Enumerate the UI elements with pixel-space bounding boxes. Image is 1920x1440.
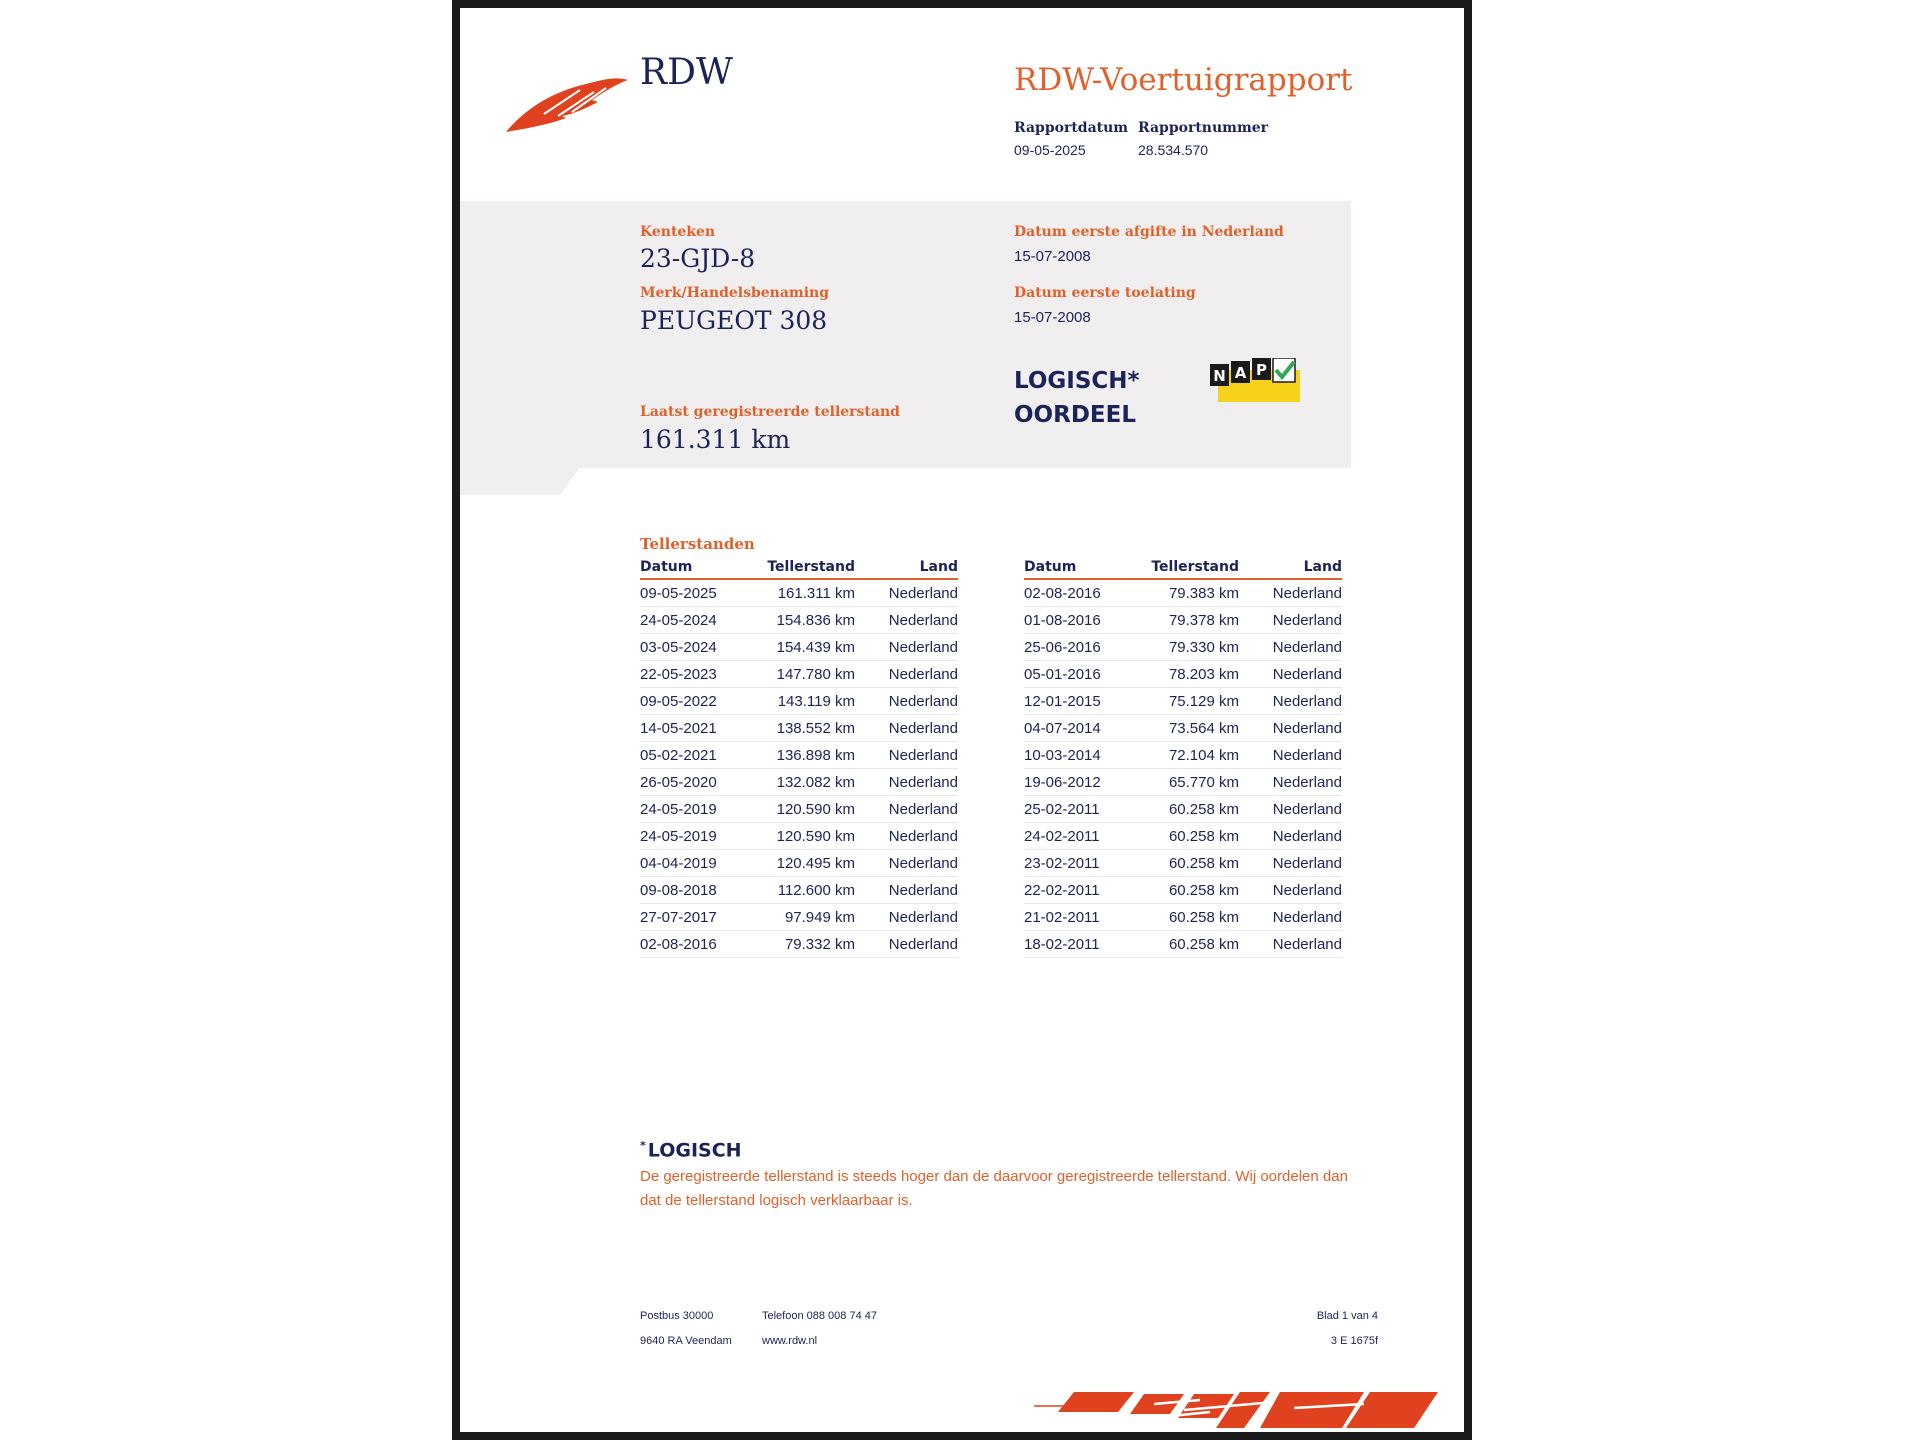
frame-bottom (452, 1432, 1472, 1440)
cell-tellerstand: 75.129 km (1134, 688, 1239, 715)
verdict-line1: LOGISCH* (1014, 368, 1140, 394)
cell-land: Nederland (1239, 769, 1342, 796)
table-row (640, 634, 958, 661)
table-row (1024, 579, 1342, 607)
cell-tellerstand: 147.780 km (750, 661, 855, 688)
cell-land: Nederland (855, 877, 958, 904)
table-row (640, 579, 958, 607)
cell-land: Nederland (855, 904, 958, 931)
cell-tellerstand: 79.383 km (1134, 579, 1239, 607)
cell-land: Nederland (855, 769, 958, 796)
cell-tellerstand: 138.552 km (750, 715, 855, 742)
cell-land: Nederland (1239, 877, 1342, 904)
cell-datum: 23-02-2011 (1024, 850, 1134, 877)
cell-tellerstand: 78.203 km (1134, 661, 1239, 688)
cell-datum: 27-07-2017 (640, 904, 750, 931)
verdict-line2: OORDEEL (1014, 402, 1136, 428)
kenteken-value: 23-GJD-8 (640, 244, 756, 273)
footer-telefoon: Telefoon 088 008 74 47 (762, 1310, 877, 1322)
cell-land: Nederland (1239, 661, 1342, 688)
cell-land: Nederland (1239, 850, 1342, 877)
cell-land: Nederland (1239, 823, 1342, 850)
cell-datum: 03-05-2024 (640, 634, 750, 661)
table-row (640, 769, 958, 796)
table-row (640, 715, 958, 742)
cell-datum: 19-06-2012 (1024, 769, 1134, 796)
cell-land: Nederland (855, 742, 958, 769)
cell-datum: 25-06-2016 (1024, 634, 1134, 661)
rapportnummer-label: Rapportnummer (1138, 120, 1269, 136)
tellerstanden-table-left (640, 558, 958, 958)
table-row (640, 850, 958, 877)
cell-land: Nederland (1239, 904, 1342, 931)
cell-datum: 04-07-2014 (1024, 715, 1134, 742)
report-title: RDW-Voertuigrapport (1014, 62, 1353, 98)
cell-datum: 01-08-2016 (1024, 607, 1134, 634)
rdw-feather-logo-icon (506, 70, 628, 134)
cell-tellerstand: 79.332 km (750, 931, 855, 958)
table-row (1024, 661, 1342, 688)
cell-tellerstand: 97.949 km (750, 904, 855, 931)
table-row (640, 904, 958, 931)
brand-name: RDW (640, 52, 733, 93)
footer-plaats: 9640 RA Veendam (640, 1335, 732, 1347)
table-row (640, 796, 958, 823)
footer-postbus: Postbus 30000 (640, 1310, 714, 1322)
cell-land: Nederland (1239, 579, 1342, 607)
cell-land: Nederland (855, 715, 958, 742)
table-row (1024, 850, 1342, 877)
cell-tellerstand: 60.258 km (1134, 823, 1239, 850)
cell-tellerstand: 60.258 km (1134, 904, 1239, 931)
cell-land: Nederland (855, 579, 958, 607)
cell-tellerstand: 120.495 km (750, 850, 855, 877)
cell-datum: 10-03-2014 (1024, 742, 1134, 769)
afgifte-label: Datum eerste afgifte in Nederland (1014, 224, 1284, 240)
nap-letter-a: A (1234, 364, 1247, 382)
table-row (1024, 796, 1342, 823)
table-row (640, 823, 958, 850)
table-row (1024, 607, 1342, 634)
cell-land: Nederland (1239, 634, 1342, 661)
cell-land: Nederland (855, 931, 958, 958)
cell-datum: 24-05-2024 (640, 607, 750, 634)
cell-land: Nederland (855, 850, 958, 877)
cell-tellerstand: 60.258 km (1134, 796, 1239, 823)
cell-datum: 24-05-2019 (640, 796, 750, 823)
cell-tellerstand: 132.082 km (750, 769, 855, 796)
table-row (1024, 715, 1342, 742)
table-row (640, 688, 958, 715)
table-row (1024, 634, 1342, 661)
cell-tellerstand: 120.590 km (750, 796, 855, 823)
table-row (640, 931, 958, 958)
cell-land: Nederland (1239, 742, 1342, 769)
panel-lip (460, 467, 580, 495)
cell-tellerstand: 120.590 km (750, 823, 855, 850)
cell-datum: 26-05-2020 (640, 769, 750, 796)
table-row (1024, 742, 1342, 769)
cell-tellerstand: 112.600 km (750, 877, 855, 904)
toelating-value: 15-07-2008 (1014, 309, 1091, 326)
col-land: Land (1239, 558, 1342, 579)
cell-datum: 05-01-2016 (1024, 661, 1134, 688)
afgifte-value: 15-07-2008 (1014, 248, 1091, 265)
frame-right (1464, 0, 1472, 1440)
teller-value: 161.311 km (640, 425, 791, 454)
tellerstanden-table-right (1024, 558, 1342, 958)
rapportnummer-value: 28.534.570 (1138, 142, 1209, 158)
table-row (1024, 931, 1342, 958)
merk-value: PEUGEOT 308 (640, 306, 828, 335)
rapportdatum-value: 09-05-2025 (1014, 142, 1086, 158)
cell-datum: 05-02-2021 (640, 742, 750, 769)
cell-datum: 09-08-2018 (640, 877, 750, 904)
cell-tellerstand: 60.258 km (1134, 931, 1239, 958)
footer-blad: Blad 1 van 4 (1316, 1310, 1378, 1322)
table-row (1024, 904, 1342, 931)
cell-tellerstand: 79.378 km (1134, 607, 1239, 634)
cell-land: Nederland (855, 688, 958, 715)
cell-datum: 21-02-2011 (1024, 904, 1134, 931)
cell-tellerstand: 161.311 km (750, 579, 855, 607)
kenteken-label: Kenteken (640, 224, 716, 240)
cell-land: Nederland (1239, 715, 1342, 742)
cell-datum: 24-05-2019 (640, 823, 750, 850)
cell-tellerstand: 143.119 km (750, 688, 855, 715)
col-tellerstand: Tellerstand (1134, 558, 1239, 579)
cell-datum: 02-08-2016 (640, 931, 750, 958)
cell-land: Nederland (1239, 931, 1342, 958)
cell-land: Nederland (1239, 607, 1342, 634)
cell-land: Nederland (855, 823, 958, 850)
merk-label: Merk/Handelsbenaming (640, 285, 830, 301)
cell-land: Nederland (855, 607, 958, 634)
cell-tellerstand: 154.439 km (750, 634, 855, 661)
cell-land: Nederland (1239, 688, 1342, 715)
cell-datum: 14-05-2021 (640, 715, 750, 742)
note-text: De geregistreerde tellerstand is steeds hoger dan de daarvoor geregistreerde tellerstand. Wij oordelen dan dat de tellerstand logisch verklaarbaar is. (640, 1168, 1348, 1209)
cell-datum: 18-02-2011 (1024, 931, 1134, 958)
table-row (1024, 823, 1342, 850)
rapportdatum-label: Rapportdatum (1014, 120, 1129, 136)
nap-logo-icon (1210, 358, 1300, 402)
table-row (640, 661, 958, 688)
table-row (640, 742, 958, 769)
table-row (640, 877, 958, 904)
cell-tellerstand: 60.258 km (1134, 877, 1239, 904)
frame-top (452, 0, 1472, 8)
cell-datum: 04-04-2019 (640, 850, 750, 877)
cell-datum: 22-02-2011 (1024, 877, 1134, 904)
cell-tellerstand: 72.104 km (1134, 742, 1239, 769)
col-datum: Datum (640, 558, 750, 579)
nap-letter-p: P (1256, 361, 1267, 379)
cell-datum: 24-02-2011 (1024, 823, 1134, 850)
cell-tellerstand: 60.258 km (1134, 850, 1239, 877)
cell-tellerstand: 65.770 km (1134, 769, 1239, 796)
cell-datum: 22-05-2023 (640, 661, 750, 688)
cell-tellerstand: 79.330 km (1134, 634, 1239, 661)
cell-land: Nederland (855, 796, 958, 823)
table-row (1024, 688, 1342, 715)
cell-datum: 09-05-2025 (640, 579, 750, 607)
cell-datum: 02-08-2016 (1024, 579, 1134, 607)
vehicle-summary-panel (460, 201, 1351, 468)
report-page (460, 8, 1464, 1432)
table-row (1024, 769, 1342, 796)
table-row (640, 607, 958, 634)
footer-code: 3 E 1675f (1330, 1335, 1378, 1347)
cell-land: Nederland (1239, 796, 1342, 823)
toelating-label: Datum eerste toelating (1014, 285, 1196, 301)
cell-tellerstand: 73.564 km (1134, 715, 1239, 742)
table-row (1024, 877, 1342, 904)
cell-datum: 12-01-2015 (1024, 688, 1134, 715)
col-tellerstand: Tellerstand (750, 558, 855, 579)
nap-letter-n: N (1213, 367, 1226, 385)
verdict (1014, 364, 1140, 432)
cell-land: Nederland (855, 661, 958, 688)
cell-datum: 25-02-2011 (1024, 796, 1134, 823)
cell-land: Nederland (855, 634, 958, 661)
cell-tellerstand: 154.836 km (750, 607, 855, 634)
footer-stripes-decoration (1034, 1388, 1464, 1432)
cell-tellerstand: 136.898 km (750, 742, 855, 769)
tellerstanden-title: Tellerstanden (640, 535, 755, 553)
cell-datum: 09-05-2022 (640, 688, 750, 715)
footer-web[interactable]: www.rdw.nl (762, 1335, 818, 1347)
col-datum: Datum (1024, 558, 1134, 579)
note-asterisk: * (640, 1139, 646, 1152)
teller-label: Laatst geregistreerde tellerstand (640, 404, 900, 420)
col-land: Land (855, 558, 958, 579)
note-title-text: LOGISCH (647, 1139, 742, 1162)
note-title (640, 1139, 742, 1161)
frame-left (452, 0, 460, 1440)
